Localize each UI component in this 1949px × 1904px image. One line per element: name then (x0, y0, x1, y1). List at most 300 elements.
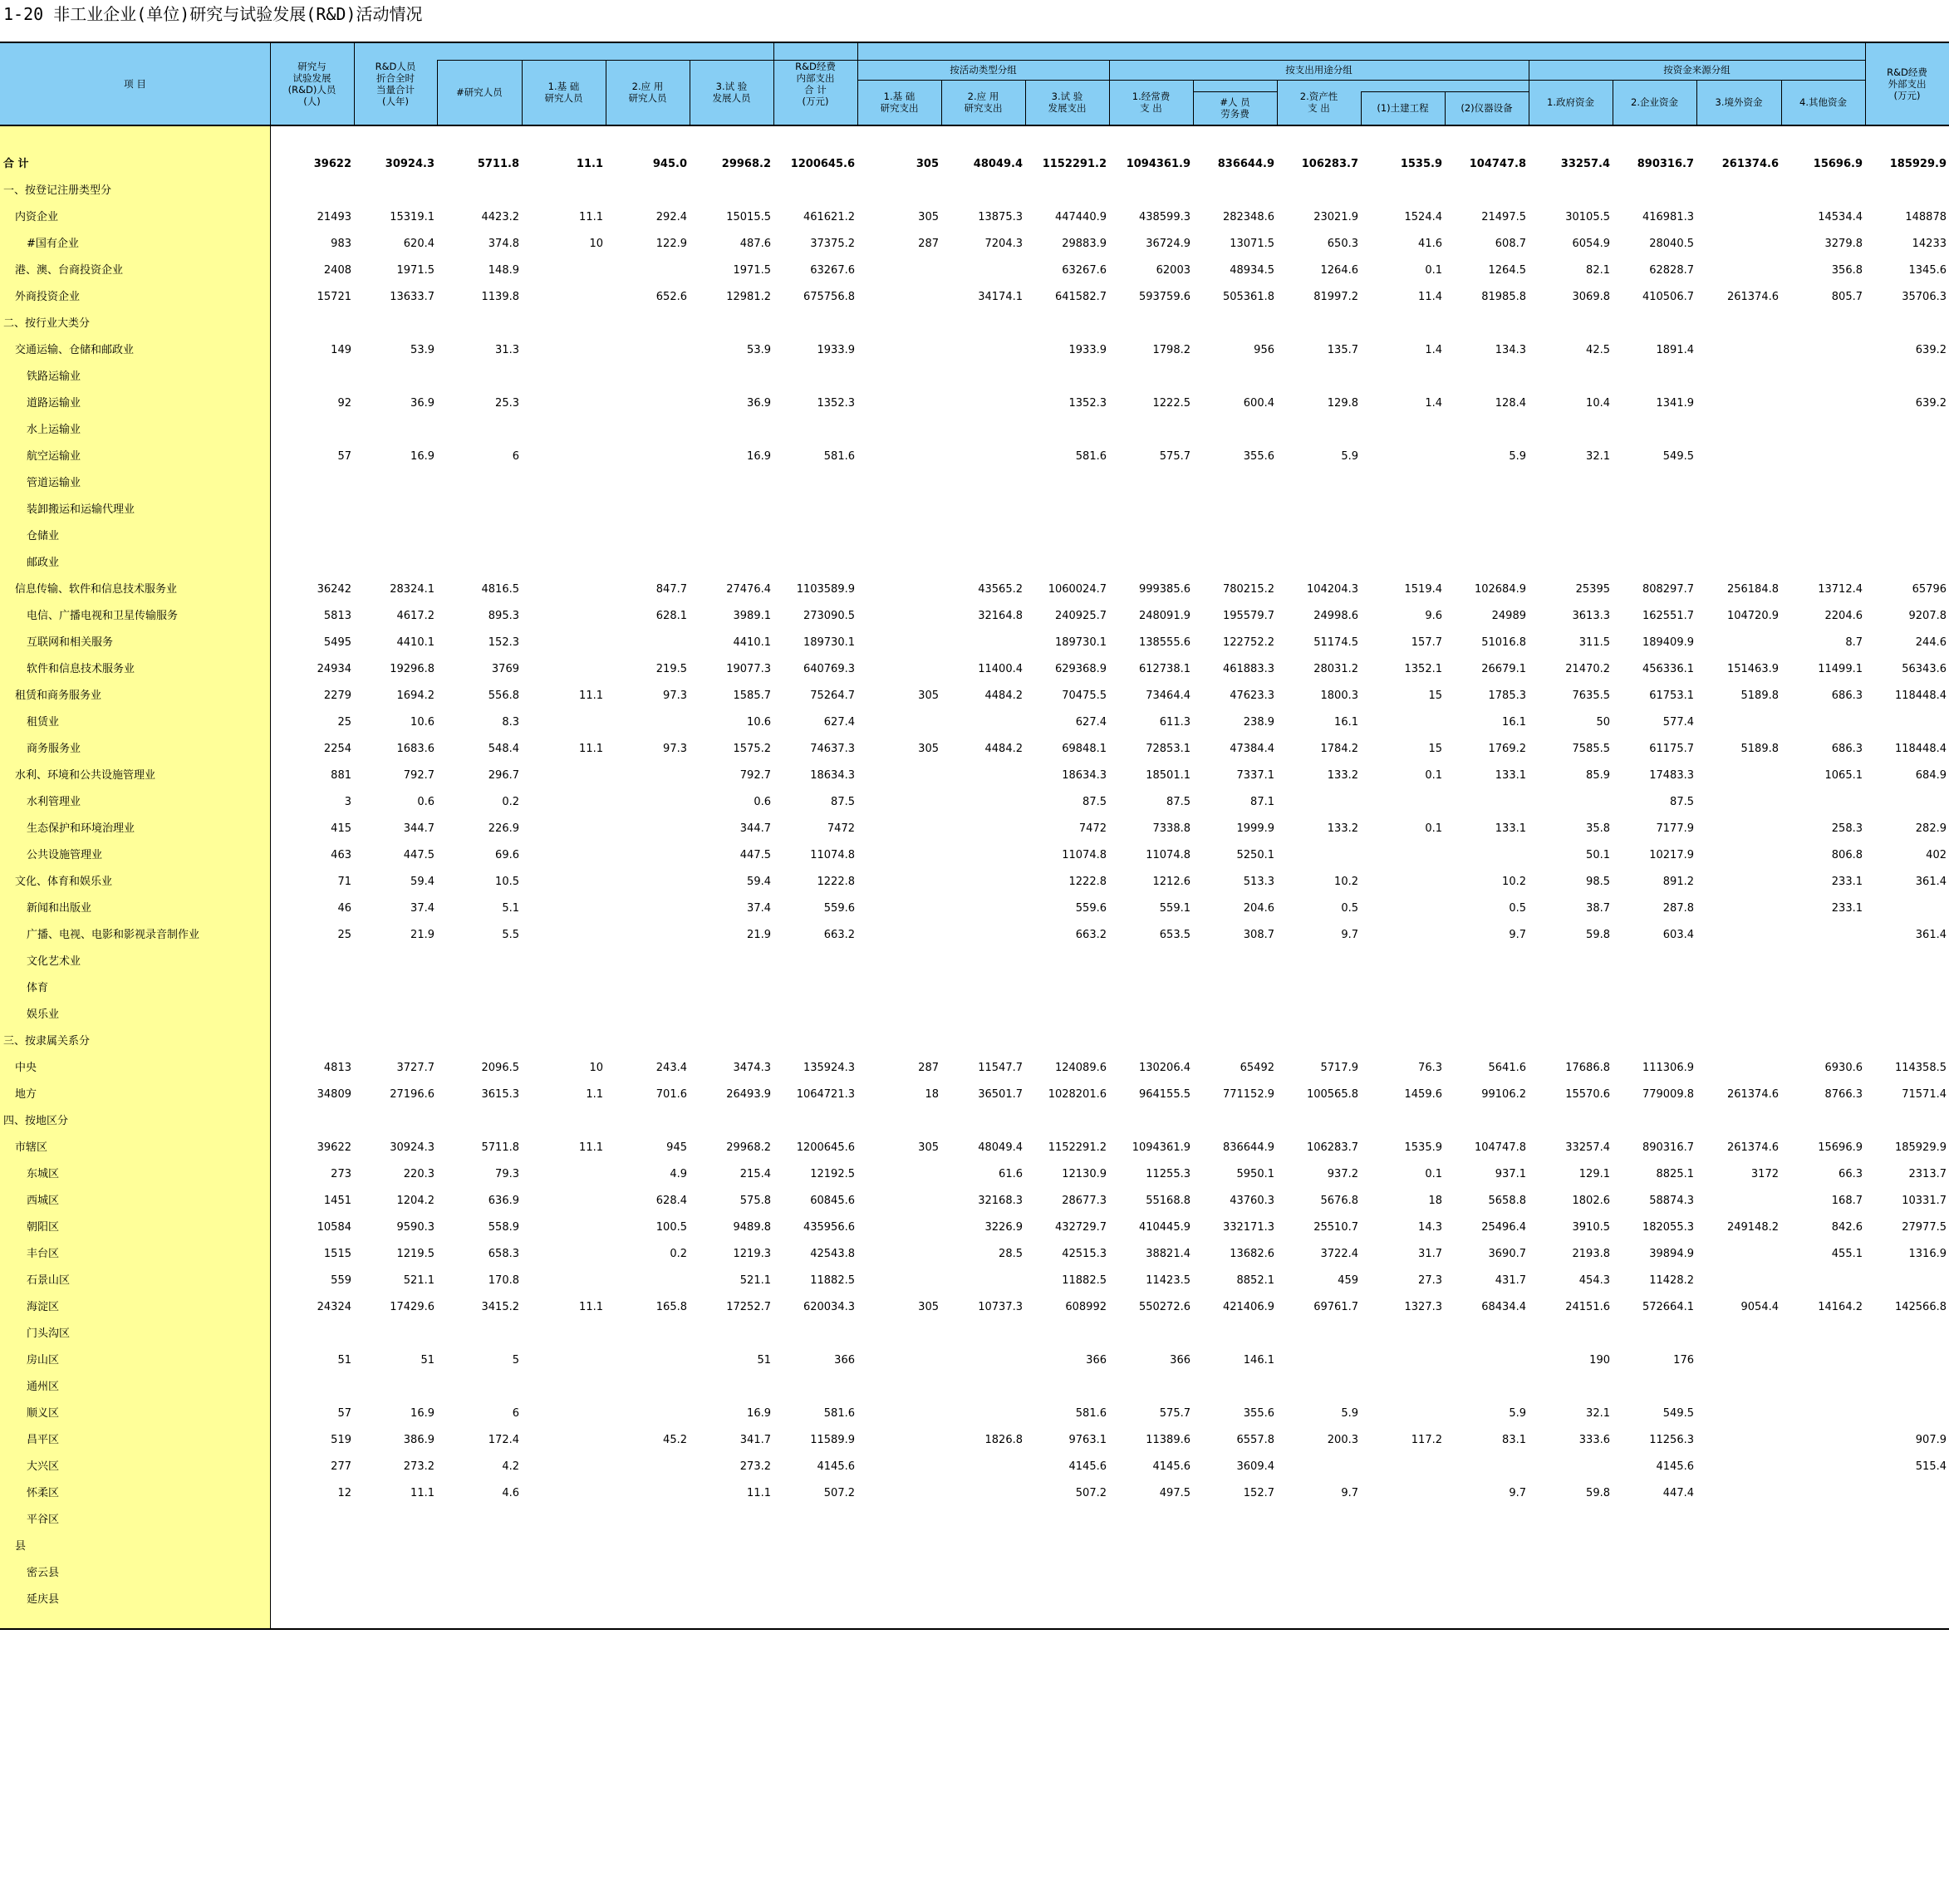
table-cell (1529, 364, 1613, 390)
table-cell (941, 550, 1025, 577)
table-cell: 1800.3 (1320, 689, 1358, 702)
table-cell (1696, 1002, 1781, 1028)
table-cell: 513.3 (1243, 876, 1274, 888)
table-cell (1696, 523, 1781, 550)
table-cell (1613, 364, 1696, 390)
table-cell: 1575.2 (733, 743, 771, 755)
table-row (0, 763, 1949, 789)
table-cell (1277, 842, 1361, 869)
table-row (0, 1082, 1949, 1108)
table-cell: 7177.9 (1656, 822, 1694, 835)
table-row (0, 231, 1949, 258)
table-cell (606, 975, 690, 1002)
table-cell: 60845.6 (810, 1195, 855, 1207)
table-cell: 87.5 (1083, 796, 1107, 808)
table-cell: 98.5 (1586, 876, 1610, 888)
table-cell (1529, 550, 1613, 577)
table-cell (1529, 1507, 1613, 1534)
table-cell: 61175.7 (1649, 743, 1694, 755)
table-cell (857, 550, 941, 577)
table-cell: 305 (918, 689, 939, 702)
table-cell: 792.7 (403, 769, 434, 782)
table-cell (941, 444, 1025, 470)
table-row (0, 709, 1949, 736)
table-cell: 273.2 (739, 1460, 771, 1473)
table-cell (1445, 1347, 1529, 1374)
table-header (0, 42, 1949, 126)
table-cell: 68434.4 (1481, 1301, 1526, 1313)
table-cell (437, 497, 522, 523)
table-cell (606, 896, 690, 922)
header-divider (857, 43, 858, 125)
table-cell: 21.9 (410, 929, 434, 941)
table-cell: 292.4 (655, 211, 687, 223)
table-cell: 81985.8 (1481, 291, 1526, 303)
table-cell (773, 949, 857, 975)
row-label: 道路运输业 (27, 397, 81, 410)
row-label: 软件和信息技术服务业 (27, 663, 135, 675)
table-cell: 57 (337, 450, 351, 463)
table-cell (857, 1507, 941, 1534)
table-cell (941, 869, 1025, 896)
table-cell: 355.6 (1243, 1407, 1274, 1420)
table-cell: 133.1 (1495, 769, 1526, 782)
table-cell (1696, 470, 1781, 497)
table-cell (1696, 1427, 1781, 1454)
table-cell (1781, 1028, 1865, 1055)
table-cell: 10331.7 (1902, 1195, 1947, 1207)
table-cell: 13682.6 (1230, 1248, 1274, 1260)
table-cell: 36501.7 (978, 1088, 1023, 1101)
table-cell: 575.7 (1159, 450, 1191, 463)
table-cell (941, 417, 1025, 444)
table-cell: 97.3 (663, 743, 687, 755)
table-cell: 410445.9 (1138, 1221, 1191, 1234)
table-cell: 550272.6 (1138, 1301, 1191, 1313)
table-cell: 233.1 (1831, 902, 1863, 915)
table-cell (1781, 1401, 1865, 1427)
table-cell: 1222.8 (817, 876, 855, 888)
table-cell (1109, 1507, 1193, 1534)
table-cell (270, 1560, 354, 1587)
table-cell (606, 1534, 690, 1560)
table-cell (857, 949, 941, 975)
header-divider (1696, 80, 1697, 125)
table-cell (606, 550, 690, 577)
table-cell: 51016.8 (1481, 636, 1526, 649)
row-label: #国有企业 (27, 238, 79, 250)
table-cell (1696, 1028, 1781, 1055)
table-cell (522, 1347, 606, 1374)
table-cell: 1264.6 (1320, 264, 1358, 277)
table-cell (1193, 1002, 1277, 1028)
header-divider (1109, 60, 1110, 125)
table-cell (690, 178, 773, 204)
table-cell (1613, 1108, 1696, 1135)
table-cell (1361, 922, 1445, 949)
table-cell (1109, 470, 1193, 497)
table-cell (857, 842, 941, 869)
table-cell: 32.1 (1586, 1407, 1610, 1420)
table-cell (1361, 842, 1445, 869)
table-cell (1865, 709, 1949, 736)
table-cell: 142566.8 (1894, 1301, 1947, 1313)
table-cell: 39622 (313, 158, 351, 170)
table-cell: 6 (512, 450, 519, 463)
table-cell (437, 1028, 522, 1055)
table-cell (941, 1401, 1025, 1427)
table-cell (941, 922, 1025, 949)
table-cell: 10.6 (410, 716, 434, 729)
table-cell (857, 178, 941, 204)
table-cell (1361, 1507, 1445, 1534)
table-cell: 273.2 (403, 1460, 434, 1473)
table-cell (606, 444, 690, 470)
table-cell (606, 1587, 690, 1613)
row-label: 铁路运输业 (27, 370, 81, 383)
table-cell (1193, 364, 1277, 390)
table-cell: 355.6 (1243, 450, 1274, 463)
header-government-funds: 1.政府资金 (1547, 96, 1594, 108)
table-cell (606, 709, 690, 736)
table-cell: 1971.5 (733, 264, 771, 277)
table-cell: 11.1 (579, 743, 603, 755)
table-cell: 18634.3 (810, 769, 855, 782)
table-cell (1025, 364, 1109, 390)
table-cell: 636.9 (488, 1195, 519, 1207)
table-cell (1361, 497, 1445, 523)
table-cell: 9489.8 (733, 1221, 771, 1234)
table-cell: 1139.8 (481, 291, 519, 303)
table-cell (1781, 1560, 1865, 1587)
table-cell: 999385.6 (1138, 583, 1191, 596)
table-cell (437, 178, 522, 204)
table-cell (1781, 949, 1865, 975)
table-cell (857, 630, 941, 656)
table-cell: 65492 (1240, 1062, 1274, 1074)
header-applied-personnel: 2.应 用 研究人员 (628, 81, 667, 104)
table-cell: 1.4 (1425, 397, 1442, 410)
table-cell (857, 311, 941, 337)
table-cell: 9054.4 (1740, 1301, 1779, 1313)
table-cell (1781, 497, 1865, 523)
table-cell: 7635.5 (1572, 689, 1610, 702)
table-cell: 43565.2 (978, 583, 1023, 596)
table-cell (857, 1480, 941, 1507)
header-internal-expenditure: R&D经费 内部支出 合 计 (万元) (795, 61, 836, 107)
table-cell: 71 (337, 876, 351, 888)
table-cell: 38821.4 (1146, 1248, 1191, 1260)
table-cell: 15570.6 (1565, 1088, 1610, 1101)
table-cell: 1535.9 (1404, 1141, 1442, 1154)
table-cell (1781, 1321, 1865, 1347)
header-group-usage: 按支出用途分组 (1285, 64, 1353, 76)
header-divider (522, 60, 523, 125)
table-cell: 366 (834, 1354, 855, 1367)
table-cell: 447.5 (403, 849, 434, 861)
table-row (0, 1108, 1949, 1135)
table-cell: 215.4 (739, 1168, 771, 1180)
table-cell: 36.9 (747, 397, 771, 410)
table-cell: 14233 (1912, 238, 1947, 250)
table-cell (522, 1480, 606, 1507)
table-cell (1277, 1347, 1361, 1374)
table-cell: 3615.3 (481, 1088, 519, 1101)
table-cell (1781, 789, 1865, 816)
table-cell: 507.2 (823, 1487, 855, 1499)
table-cell: 11255.3 (1146, 1168, 1191, 1180)
table-cell: 3727.7 (396, 1062, 434, 1074)
table-cell (522, 1560, 606, 1587)
table-cell (1193, 550, 1277, 577)
table-cell: 10.6 (747, 716, 771, 729)
table-cell (522, 1108, 606, 1135)
table-cell (1781, 311, 1865, 337)
table-row (0, 630, 1949, 656)
table-cell: 10.2 (1502, 876, 1526, 888)
table-cell (354, 1560, 437, 1587)
table-cell (941, 390, 1025, 417)
table-cell: 26679.1 (1481, 663, 1526, 675)
table-cell (941, 789, 1025, 816)
table-cell (1445, 417, 1529, 444)
table-cell (437, 364, 522, 390)
table-cell: 129.8 (1327, 397, 1358, 410)
table-cell (522, 1454, 606, 1480)
table-cell (1445, 949, 1529, 975)
table-cell: 421406.9 (1222, 1301, 1274, 1313)
table-cell: 38.7 (1586, 902, 1610, 915)
table-cell: 75264.7 (810, 689, 855, 702)
table-cell: 21470.2 (1565, 663, 1610, 675)
table-cell (1277, 364, 1361, 390)
table-cell (1193, 1108, 1277, 1135)
table-cell: 505361.8 (1222, 291, 1274, 303)
table-row (0, 1161, 1949, 1188)
table-cell: 640769.3 (803, 663, 855, 675)
spacer-row (0, 126, 1949, 151)
table-cell: 146.1 (1243, 1354, 1274, 1367)
table-cell: 2204.6 (1824, 610, 1863, 622)
header-researchers: #研究人员 (456, 86, 503, 98)
table-cell: 219.5 (655, 663, 687, 675)
table-cell: 33257.4 (1560, 158, 1610, 170)
table-cell (354, 1507, 437, 1534)
table-cell (522, 1241, 606, 1268)
table-cell: 32168.3 (978, 1195, 1023, 1207)
table-cell: 5.5 (502, 929, 519, 941)
table-cell (606, 470, 690, 497)
table-cell (857, 869, 941, 896)
header-fte: R&D人员 折合全时 当量合计 (人年) (375, 61, 416, 107)
table-cell (1277, 1321, 1361, 1347)
table-cell (1696, 1374, 1781, 1401)
table-cell (941, 763, 1025, 789)
table-cell: 1585.7 (733, 689, 771, 702)
table-cell: 24998.6 (1313, 610, 1358, 622)
table-cell: 11.1 (576, 158, 603, 170)
table-cell (773, 178, 857, 204)
table-cell: 25496.4 (1481, 1221, 1526, 1234)
table-cell: 72853.1 (1146, 743, 1191, 755)
table-cell: 416981.3 (1642, 211, 1694, 223)
table-cell (437, 550, 522, 577)
table-cell: 4145.6 (817, 1460, 855, 1473)
table-cell: 11423.5 (1146, 1274, 1191, 1287)
table-cell (857, 1161, 941, 1188)
table-cell (690, 1321, 773, 1347)
table-cell: 122.9 (655, 238, 687, 250)
table-cell: 575.7 (1159, 1407, 1191, 1420)
header-basic-expenditure: 1.基 础 研究支出 (880, 91, 919, 114)
table-cell: 48049.4 (978, 1141, 1023, 1154)
table-cell: 18634.3 (1062, 769, 1107, 782)
table-cell: 69848.1 (1062, 743, 1107, 755)
table-cell (1109, 949, 1193, 975)
table-cell (857, 603, 941, 630)
table-cell (857, 444, 941, 470)
table-cell (857, 1241, 941, 1268)
table-cell: 11589.9 (810, 1434, 855, 1446)
table-cell (773, 1534, 857, 1560)
table-row (0, 1347, 1949, 1374)
table-cell (1865, 178, 1949, 204)
table-cell: 945.0 (652, 158, 687, 170)
table-cell: 0.1 (1425, 264, 1442, 277)
table-cell: 61753.1 (1649, 689, 1694, 702)
table-cell (1277, 975, 1361, 1002)
table-row (0, 151, 1949, 178)
table-cell: 189730.1 (1054, 636, 1107, 649)
table-cell (1445, 1108, 1529, 1135)
table-cell (1696, 178, 1781, 204)
table-cell: 37375.2 (810, 238, 855, 250)
table-cell (773, 975, 857, 1002)
table-row (0, 497, 1949, 523)
table-cell (941, 709, 1025, 736)
table-cell (1696, 896, 1781, 922)
table-cell: 1327.3 (1404, 1301, 1442, 1313)
table-cell (437, 1534, 522, 1560)
table-cell (1529, 178, 1613, 204)
table-cell: 3910.5 (1572, 1221, 1610, 1234)
row-label: 延庆县 (27, 1593, 60, 1606)
table-cell (1025, 178, 1109, 204)
table-cell: 128.4 (1495, 397, 1526, 410)
table-cell: 5641.6 (1488, 1062, 1526, 1074)
table-cell: 1316.9 (1908, 1248, 1947, 1260)
table-cell: 10.5 (495, 876, 519, 888)
table-cell (941, 1108, 1025, 1135)
table-cell (857, 1587, 941, 1613)
table-cell: 701.6 (655, 1088, 687, 1101)
table-cell (437, 1587, 522, 1613)
table-cell (1865, 444, 1949, 470)
table-cell (1696, 630, 1781, 656)
table-cell: 4484.2 (984, 743, 1023, 755)
table-cell (522, 1028, 606, 1055)
table-cell (941, 949, 1025, 975)
table-cell: 23021.9 (1313, 211, 1358, 223)
table-cell: 11.1 (579, 689, 603, 702)
table-cell (1613, 523, 1696, 550)
table-cell (1109, 1108, 1193, 1135)
table-cell: 3172 (1750, 1168, 1779, 1180)
table-cell: 15696.9 (1813, 158, 1863, 170)
table-cell (1613, 470, 1696, 497)
table-cell (1193, 1374, 1277, 1401)
table-row (0, 1241, 1949, 1268)
table-row (0, 390, 1949, 417)
table-row (0, 444, 1949, 470)
table-cell (1361, 1108, 1445, 1135)
table-cell (941, 816, 1025, 842)
table-cell (522, 869, 606, 896)
table-cell (1193, 1507, 1277, 1534)
table-cell: 653.5 (1159, 929, 1191, 941)
table-cell: 12981.2 (726, 291, 771, 303)
table-row (0, 470, 1949, 497)
table-cell (606, 630, 690, 656)
table-cell (857, 1028, 941, 1055)
table-row (0, 577, 1949, 603)
table-row (0, 1002, 1949, 1028)
row-label: 电信、广播电视和卫星传输服务 (27, 610, 179, 622)
table-cell: 170.8 (488, 1274, 519, 1287)
header-basic-personnel: 1.基 础 研究人员 (544, 81, 583, 104)
table-row (0, 1215, 1949, 1241)
table-cell: 1152291.2 (1042, 158, 1107, 170)
table-cell (773, 523, 857, 550)
table-cell (1361, 1347, 1445, 1374)
table-cell: 5495 (323, 636, 351, 649)
table-cell: 11.1 (579, 211, 603, 223)
table-cell (773, 1108, 857, 1135)
table-cell (1613, 417, 1696, 444)
table-cell: 176 (1673, 1354, 1694, 1367)
table-cell (1696, 417, 1781, 444)
table-cell: 29883.9 (1062, 238, 1107, 250)
table-cell: 11.1 (579, 1301, 603, 1313)
table-cell (1193, 949, 1277, 975)
table-cell: 13712.4 (1818, 583, 1863, 596)
table-cell (270, 975, 354, 1002)
table-cell: 1094361.9 (1132, 1141, 1191, 1154)
table-cell (1696, 231, 1781, 258)
table-cell: 983 (331, 238, 351, 250)
table-row (0, 1321, 1949, 1347)
table-cell (354, 1321, 437, 1347)
table-cell (1529, 523, 1613, 550)
table-row (0, 683, 1949, 709)
table-row (0, 1268, 1949, 1294)
table-cell (1696, 311, 1781, 337)
table-cell (1445, 523, 1529, 550)
table-cell (1613, 1507, 1696, 1534)
table-cell (1109, 178, 1193, 204)
table-cell (1696, 497, 1781, 523)
table-cell (857, 1534, 941, 1560)
row-label: 通州区 (27, 1381, 60, 1393)
table-cell: 15015.5 (726, 211, 771, 223)
table-cell: 8.7 (1845, 636, 1863, 649)
table-cell (437, 523, 522, 550)
table-cell: 559.1 (1159, 902, 1191, 915)
table-cell (1865, 896, 1949, 922)
header-divider (1361, 91, 1362, 125)
table-cell (1613, 1028, 1696, 1055)
table-cell: 104747.8 (1469, 158, 1526, 170)
